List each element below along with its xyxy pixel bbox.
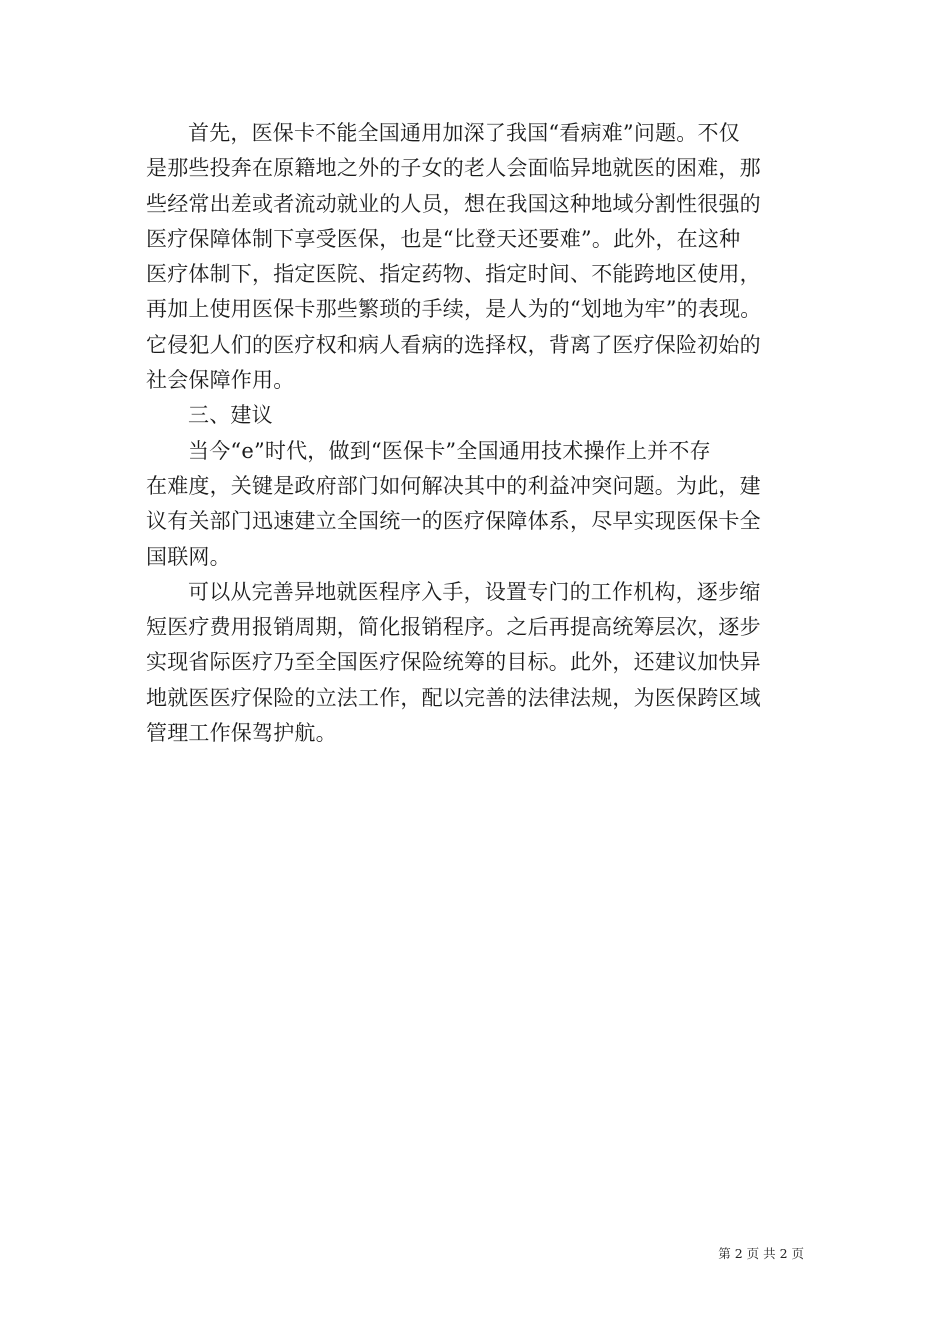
text-line: 首先，医保卡不能全国通用加深了我国“看病难”问题。不仅 — [188, 121, 740, 145]
section-heading — [146, 398, 816, 433]
text-line: 议有关部门迅速建立全国统一的医疗保障体系，尽早实现医保卡全 — [146, 509, 761, 534]
heading-line: 三、建议 — [188, 403, 273, 428]
text-line: 在难度，关键是政府部门如何解决其中的利益冲突问题。为此，建 — [146, 473, 761, 498]
text-line: 短医疗费用报销周期，简化报销程序。之后再提高统筹层次，逐步 — [146, 615, 761, 640]
paragraph-problem — [146, 116, 816, 398]
text-line: 些经常出差或者流动就业的人员，想在我国这种地域分割性很强的 — [146, 191, 761, 216]
text-line: 管理工作保驾护航。 — [146, 721, 337, 746]
paragraph-suggestion-1 — [146, 434, 816, 575]
text-line: 是那些投奔在原籍地之外的子女的老人会面临异地就医的困难，那 — [146, 156, 761, 181]
text-line: 实现省际医疗乃至全国医疗保险统筹的目标。此外，还建议加快异 — [146, 650, 761, 675]
text-line: 国联网。 — [146, 544, 231, 569]
paragraph-suggestion-2 — [146, 575, 816, 751]
text-line: 医疗体制下，指定医院、指定药物、指定时间、不能跨地区使用， — [146, 262, 761, 287]
text-line: 地就医医疗保险的立法工作，配以完善的法律法规，为医保跨区域 — [146, 685, 761, 710]
text-line: 医疗保障体制下享受医保，也是“比登天还要难”。此外，在这种 — [146, 226, 741, 251]
text-line: 再加上使用医保卡那些繁琐的手续，是人为的“划地为牢”的表现。 — [146, 297, 762, 322]
text-line: 社会保障作用。 — [146, 368, 295, 393]
text-line: 可以从完善异地就医程序入手，设置专门的工作机构，逐步缩 — [188, 579, 761, 604]
page-number-footer: 第 2 页 共 2 页 — [718, 1246, 804, 1261]
text-line: 当今“e”时代，做到“医保卡”全国通用技术操作上并不存 — [188, 438, 711, 463]
text-line: 它侵犯人们的医疗权和病人看病的选择权，背离了医疗保险初始的 — [146, 332, 761, 357]
document-body — [146, 116, 816, 751]
